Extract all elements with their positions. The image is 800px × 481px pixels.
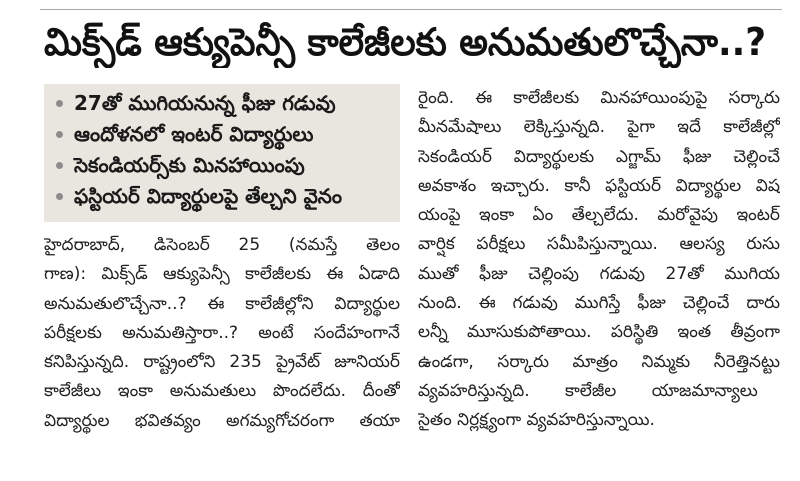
body-line-text: ఉండగా, సర్కారు మాత్రం నిమ్మకు నీరెత్తినట్టు (418, 351, 780, 372)
body-line (418, 113, 780, 142)
body-line-text: పరీక్షలకు అనుమతిస్తారా..? అంటే సందేహంగానే (44, 322, 400, 343)
highlight-item (44, 119, 400, 150)
highlights-box (44, 84, 400, 222)
top-rule (40, 9, 782, 10)
bullet-icon (56, 162, 63, 169)
body-line-text: నుంది. ఈ గడువు ముగిస్తే ఫీజు చెల్లించే దారు (418, 293, 780, 314)
body-line-text: మీనమేషాలు లెక్కిస్తున్నది. పైగా ఇదే కాలేజీల్లో (418, 117, 780, 138)
body-line-text: హైదరాబాద్, డిసెంబర్ 25 (నమస్తే తెలం (44, 235, 400, 255)
body-line-text: వ్యవహరిస్తున్నది. కాలేజీల యాజమాన్యాలు (418, 380, 758, 401)
body-line-text: రైంది. ఈ కాలేజీలకు మినహాయింపుపై సర్కారు (418, 88, 780, 108)
body-line-text: అనుమతులొచ్చేనా..? ఈ కాలేజీల్లోని విద్యార్థుల (44, 293, 400, 314)
bullet-icon (56, 100, 63, 107)
body-line (44, 319, 400, 348)
body-line (44, 260, 400, 289)
body-line (44, 377, 400, 406)
body-line (418, 348, 780, 377)
body-line-text: సెకండియర్ విద్యార్థులకు ఎగ్జామ్ ఫీజు చెల్లించే (418, 146, 780, 167)
body-line-text: లన్నీ మూసుకుపోతాయి. పరిస్థితి ఇంత తీవ్రంగా (418, 322, 780, 343)
body-line (418, 289, 780, 318)
body-line (44, 290, 400, 319)
body-line (418, 230, 780, 259)
body-line (44, 407, 400, 436)
body-line-text: అవకాశం ఇచ్చారు. కానీ ఫస్టియర్ విద్యార్థుల విష (418, 175, 780, 196)
highlight-text: ఫస్టియర్ విద్యార్థులపై తేల్చని వైనం (74, 184, 342, 208)
body-line-text: కనిపిస్తున్నది. రాష్ట్రంలోని 235 ప్రైవేట్ జూనియర్ (44, 352, 400, 373)
highlight-text: ఆందోళనలో ఇంటర్ విద్యార్థులు (74, 122, 314, 146)
body-line (418, 260, 780, 289)
body-line (418, 143, 780, 172)
body-line-text: గాణ): మిక్స్‌డ్ ఆక్యుపెన్సీ కాలేజీలకు ఈ ఏడాది (44, 264, 400, 285)
body-line (418, 172, 780, 201)
highlight-text: సెకండియర్స్‌కు మినహాయింపు (74, 153, 305, 177)
highlight-item (44, 181, 400, 212)
body-line (44, 231, 400, 260)
body-line-text: విద్యార్థుల భవితవ్యం అగమ్యగోచరంగా తయా (44, 410, 400, 431)
body-line (418, 201, 780, 230)
body-line-text: ముతో ఫీజు చెల్లింపు గడువు 27తో ముగియ (418, 263, 780, 284)
right-column (418, 84, 780, 436)
body-line-text: వార్షిక పరీక్షలు సమీపిస్తున్నాయి. ఆలస్య రుసు (418, 234, 780, 255)
bullet-icon (56, 193, 63, 200)
body-line (418, 406, 780, 435)
body-line (418, 318, 780, 347)
headline (44, 16, 766, 68)
body-line (418, 84, 780, 113)
body-line (418, 377, 780, 406)
highlight-text: 27తో ముగియనున్న ఫీజు గడువు (74, 91, 336, 115)
body-line-text: సైతం నిర్లక్ష్యంగా వ్యవహరిస్తున్నాయి. (418, 410, 655, 431)
body-line-text: కాలేజీలు ఇంకా అనుమతులు పొందలేదు. దీంతో (44, 381, 400, 402)
body-line-text: యంపై ఇంకా ఏం తేల్చలేదు. మరోవైపు ఇంటర్ (418, 205, 780, 226)
highlight-item (44, 88, 400, 119)
left-column (44, 231, 400, 436)
body-line (44, 348, 400, 377)
headline-text: మిక్స్‌డ్ ఆక్యుపెన్సీ కాలేజీలకు అనుమతులొచ్చేనా..? (44, 20, 766, 64)
highlight-item (44, 150, 400, 181)
bullet-icon (56, 131, 63, 138)
